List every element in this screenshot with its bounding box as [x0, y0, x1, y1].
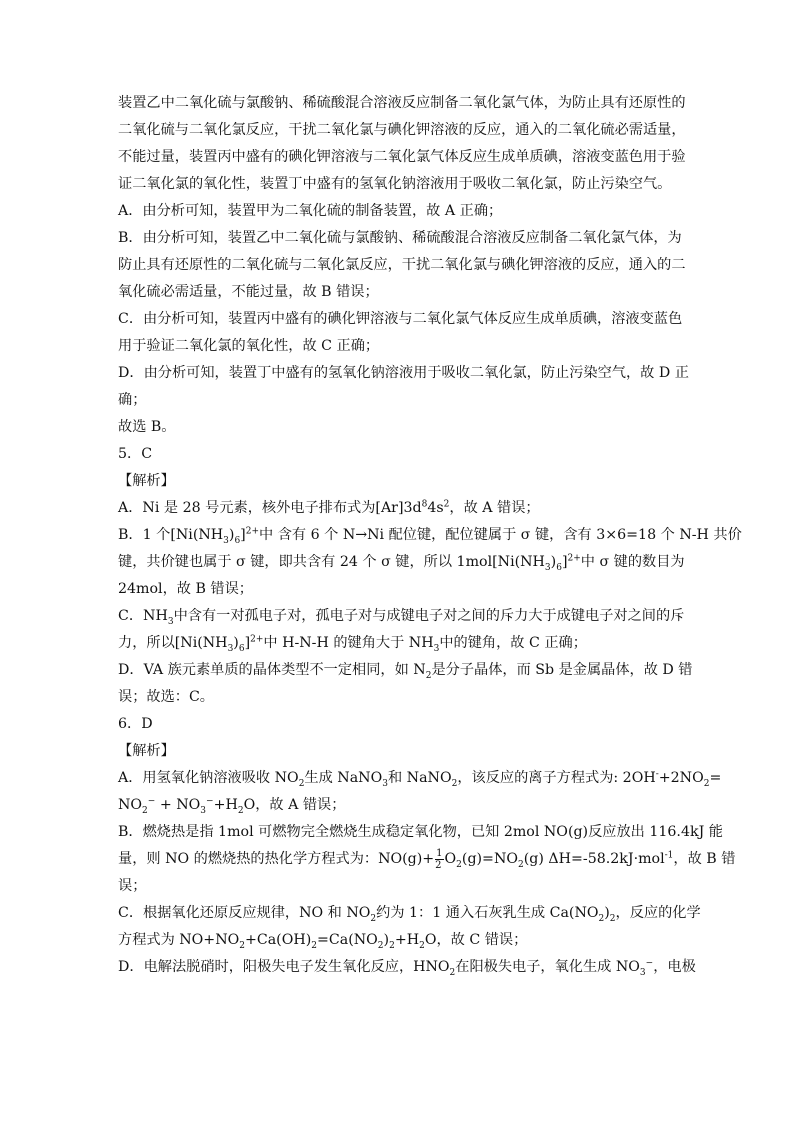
q4-conclusion: 故选 B。 [118, 419, 176, 435]
q4-option-b-line-1: B．由分析可知，装置乙中二氧化硫与氯酸钠、稀硫酸混合溶液反应制备二氧化氯气体，为 [118, 230, 682, 246]
q5-analysis-label: 【解析】 [118, 473, 175, 489]
q6-option-c-line-2: 方程式为 $NO+NO_2+Ca(OH)_2=Ca(NO_2)_2+H_2O$，故 C 错误； [118, 932, 528, 951]
intro-line-3: 不能过量，装置丙中盛有的碘化钾溶液与二氧化氯气体反应生成单质碘，溶液变蓝色用于验 [118, 149, 686, 165]
q6-option-a-line-2: $NO_2^- + NO_3^-+H_2O$，故 A 错误； [118, 796, 346, 816]
q4-option-c-line-2: 用于验证二氧化氯的氧化性，故 C 正确； [118, 338, 380, 354]
q4-option-d-line-2: 确； [118, 392, 147, 408]
q6-answer-number: 6．D [118, 716, 153, 732]
intro-line-1: 装置乙中二氧化硫与氯酸钠、稀硫酸混合溶液反应制备二氧化氯气体，为防止具有还原性的 [118, 95, 686, 111]
q6-option-a-line-1: A．用氢氧化钠溶液吸收 $NO_2$生成 NaNO$_3$和 NaNO$_2$，该反应的离子方程式为: $2OH^-+2NO_2=$ [118, 769, 722, 789]
q5-option-b-line-1: B．1 个$[Ni(NH_3)_6]^{2+}$中 含有 6 个 N→Ni 配位键，配位键属于 σ 键，含有 3×6=18 个 N-H 共价 [118, 526, 742, 546]
q4-option-d-line-1: D．由分析可知，装置丁中盛有的氢氧化钠溶液用于吸收二氧化氯，防止污染空气，故 D 正 [118, 365, 689, 381]
fraction-one-half: $\frac{1}{2}$ [435, 847, 443, 871]
q5-option-c-line-1: C．$NH_3$中含有一对孤电子对，孤电子对与成键电子对之间的斥力大于成键电子对之间的斥 [118, 608, 685, 627]
q5-option-b-line-2: 键，共价键也属于 σ 键，即共含有 24 个 σ 键，所以 $1mol[Ni(NH_3)_6]^{2+}$中 σ 键的数目为 [118, 553, 685, 573]
q6-option-d-line-1: D．电解法脱硝时，阳极失电子发生氧化反应，$HNO_2$在阳极失电子，氧化生成 $NO_3^-$，电极 [118, 958, 696, 978]
intro-line-4: 证二氧化氯的氧化性，装置丁中盛有的氢氧化钠溶液用于吸收二氧化氯，防止污染空气。 [118, 176, 672, 192]
q5-answer-number: 5．C [118, 446, 153, 462]
q4-option-a: A．由分析可知，装置甲为二氧化硫的制备装置，故 A 正确； [118, 203, 503, 219]
q6-option-b-line-2: 量，则 NO 的燃烧热的热化学方程式为：NO(g)+ $\frac{1}{2}$ $O_2(g)=NO_2(g)$ ΔH=-58.2kJ·mol$^{-1}$，故 B 错 [118, 847, 736, 871]
q4-option-b-line-2: 防止具有还原性的二氧化硫与二氧化氯反应，干扰二氧化氯与碘化钾溶液的反应，通入的二 [118, 257, 686, 273]
intro-line-2: 二氧化硫与二氧化氯反应，干扰二氧化氯与碘化钾溶液的反应，通入的二氧化硫必需适量， [118, 122, 686, 138]
q6-analysis-label: 【解析】 [118, 743, 175, 759]
q5-option-a: A．Ni 是 28 号元素，核外电子排布式为$[Ar]3d^84s^2$，故 A 错误； [118, 499, 540, 516]
q5-option-b-line-3: 24mol，故 B 错误； [118, 581, 253, 597]
q5-option-d-line-1: D．VA 族元素单质的晶体类型不一定相同，如 $N_2$是分子晶体，而 Sb 是金属晶体，故 D 错 [118, 662, 693, 681]
q6-option-c-line-1: C．根据氧化还原反应规律，NO 和 $NO_2$约为 1：1 通入石灰乳生成 $Ca(NO_2)_2$，反应的化学 [118, 905, 701, 924]
q4-option-c-line-1: C．由分析可知，装置丙中盛有的碘化钾溶液与二氧化氯气体反应生成单质碘，溶液变蓝色 [118, 311, 683, 327]
q6-option-b-line-3: 误； [118, 878, 147, 894]
q6-option-b-line-1: B．燃烧热是指 1mol 可燃物完全燃烧生成稳定氧化物，已知 2mol NO(g)反应放出 116.4kJ 能 [118, 824, 723, 840]
q5-option-c-line-2: 力，所以$[Ni(NH_3)_6]^{2+}$中 H-N-H 的键角大于 $NH_3$中的键角，故 C 正确； [118, 634, 587, 654]
q5-option-d-line-2: 误；故选：C。 [118, 689, 214, 705]
q4-option-b-line-3: 氧化硫必需适量，不能过量，故 B 错误； [118, 284, 379, 300]
